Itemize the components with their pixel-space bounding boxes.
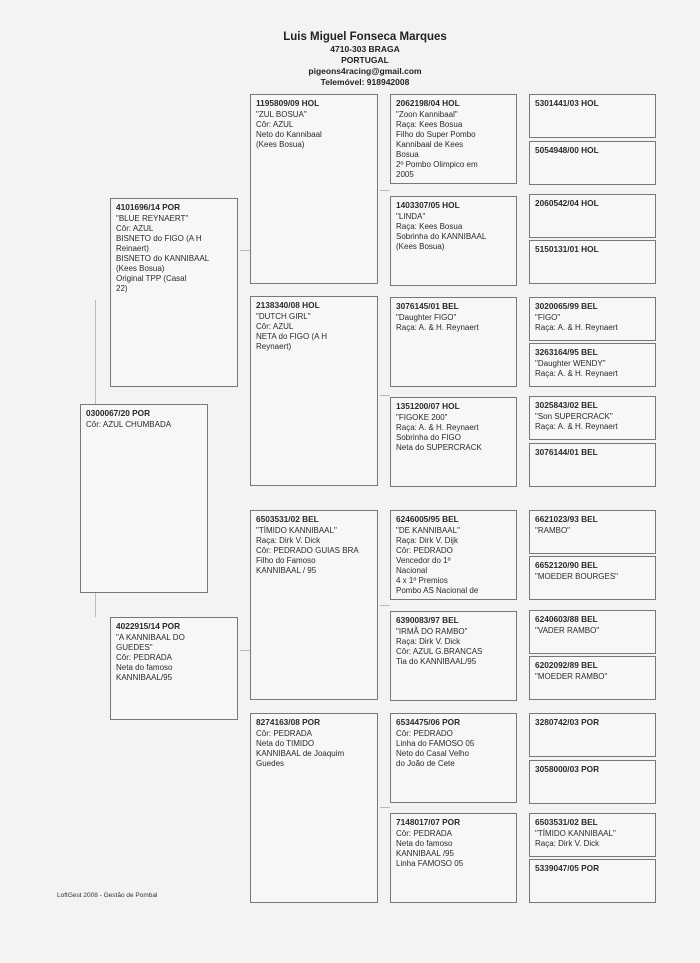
detail-line: "FIGOKE 200" [396,413,448,422]
pigeon-card-g15[interactable] [529,813,656,857]
pigeon-card-g12[interactable] [529,656,656,700]
pigeon-card-dss[interactable] [390,510,517,600]
ring-number: 4022915/14 POR [116,621,181,631]
pigeon-card-g3[interactable] [529,194,656,238]
pigeon-card-sire[interactable] [110,198,238,387]
detail-line: Côr: AZUL CHUMBADA [86,420,172,429]
ring-number: 3076145/01 BEL [396,301,459,311]
detail-line: Neta do SUPERCRACK [396,443,482,452]
detail-line: 2005 [396,170,414,179]
detail-line: Raça: Kees Bosua [396,120,463,129]
detail-line: Pombo AS Nacional de [396,586,479,595]
detail-line: Raça: Kees Bosua [396,222,463,231]
detail-line: "Daughter WENDY" [535,359,606,368]
pigeon-card-g6[interactable] [529,343,656,387]
ring-number: 1351200/07 HOL [396,401,460,411]
pigeon-card-g5[interactable] [529,297,656,341]
detail-line: Vencedor do 1º [396,556,451,565]
detail-line: "Son SUPERCRACK" [535,412,613,421]
detail-line: Raça: A. & H. Reynaert [535,323,618,332]
pigeon-card-sd[interactable] [250,296,378,486]
detail-line: Original TPP (Casal [116,274,187,283]
breeder-postal: 4710-303 BRAGA [330,44,400,54]
pigeon-card-sss[interactable] [390,94,517,184]
detail-line: Raça: A. & H. Reynaert [535,422,618,431]
detail-line: Côr: PEDRADA [396,829,453,838]
breeder-phone: Telemóvel: 918942008 [320,77,410,87]
pigeon-details [396,526,511,596]
ring-number: 3280742/03 POR [535,717,600,727]
breeder-header [250,30,480,88]
pigeon-card-ds[interactable] [250,510,378,700]
pigeon-card-g2[interactable] [529,141,656,185]
pigeon-details [86,420,202,430]
ring-number: 8274163/08 POR [256,717,321,727]
detail-line: "DUTCH GIRL" [256,312,311,321]
connector [95,593,96,617]
pigeon-details [535,829,650,849]
detail-line: do João de Cete [396,759,455,768]
detail-line: "MOEDER BOURGES" [535,572,619,581]
detail-line: (Kees Bosua) [256,140,305,149]
detail-line: Sobrinha do FIGO [396,433,461,442]
ring-number: 6246005/95 BEL [396,514,459,524]
pigeon-card-g13[interactable] [529,713,656,757]
detail-line: (Kees Bosua) [396,242,445,251]
connector [240,650,250,651]
pigeon-details [256,526,372,576]
detail-line: Neta do TIMIDO [256,739,315,748]
ring-number: 5054948/00 HOL [535,145,599,155]
detail-line: "TÍMIDO KANNIBAAL" [256,526,337,535]
detail-line: "LINDA" [396,212,426,221]
pigeon-details [116,633,232,683]
connector [380,190,390,191]
detail-line: Nacional [396,566,428,575]
pigeon-card-g16[interactable] [529,859,656,903]
detail-line: BISNETO do FIGO (A H [116,234,202,243]
detail-line: Neta do famoso [116,663,173,672]
pigeon-details [535,526,650,536]
pigeon-card-dd[interactable] [250,713,378,903]
detail-line: Tia do KANNIBAAL/95 [396,657,477,666]
ring-number: 4101696/14 POR [116,202,181,212]
breeder-email[interactable]: pigeons4racing@gmail.com [308,66,422,76]
software-footer: LoftGest 2008 - Gestão de Pombal [57,892,158,899]
detail-line: "MOEDER RAMBO" [535,672,608,681]
pigeon-details [256,312,372,352]
detail-line: KANNIBAAL de Joaquim [256,749,345,758]
pigeon-card-sdd[interactable] [390,397,517,487]
ring-number: 2060542/04 HOL [535,198,599,208]
pigeon-card-ss[interactable] [250,94,378,284]
pigeon-details [256,110,372,150]
detail-line: Côr: PEDRADO GUIAS BRA [256,546,359,555]
pigeon-details [256,729,372,769]
ring-number: 6503531/02 BEL [535,817,598,827]
detail-line: Filho do Super Pombo [396,130,476,139]
detail-line: 2º Pombo Olimpico em [396,160,478,169]
pigeon-card-g7[interactable] [529,396,656,440]
detail-line: Raça: Dirk V. Dick [256,536,321,545]
detail-line: Bosua [396,150,419,159]
detail-line: 22) [116,284,128,293]
pigeon-details [396,627,511,667]
pigeon-card-subject[interactable] [80,404,208,593]
detail-line: Sobrinha do KANNIBAAL [396,232,487,241]
detail-line: "IRMÃ DO RAMBO" [396,627,468,636]
pigeon-details [535,412,650,432]
breeder-name: Luis Miguel Fonseca Marques [283,31,447,43]
connector [380,807,390,808]
pigeon-details [396,212,511,252]
pigeon-card-ddd[interactable] [390,813,517,903]
detail-line: Neto do Kannibaal [256,130,322,139]
pigeon-details [396,110,511,180]
detail-line: Raça: A. & H. Reynaert [396,423,479,432]
pigeon-details [396,729,511,769]
detail-line: Filho do Famoso [256,556,316,565]
pigeon-card-dds[interactable] [390,713,517,803]
detail-line: Côr: AZUL [256,120,294,129]
detail-line: "Daughter FIGO" [396,313,457,322]
detail-line: GUEDES" [116,643,153,652]
ring-number: 6621023/93 BEL [535,514,598,524]
ring-number: 6390083/97 BEL [396,615,459,625]
detail-line: KANNIBAAL / 95 [256,566,317,575]
detail-line: Côr: AZUL [116,224,154,233]
ring-number: 6503531/02 BEL [256,514,319,524]
detail-line: "RAMBO" [535,526,571,535]
connector [240,250,250,251]
detail-line: Neta do famoso [396,839,453,848]
pigeon-card-dsd[interactable] [390,611,517,701]
pigeon-details [535,313,650,333]
detail-line: Côr: PEDRADO [396,546,453,555]
ring-number: 6534475/06 POR [396,717,461,727]
detail-line: KANNIBAAL/95 [116,673,173,682]
detail-line: Neto do Casal Velho [396,749,469,758]
detail-line: Côr: PEDRADA [256,729,313,738]
ring-number: 6652120/90 BEL [535,560,598,570]
pigeon-details [396,413,511,453]
detail-line: BISNETO do KANNIBAAL [116,254,210,263]
detail-line: Linha FAMOSO 05 [396,859,464,868]
ring-number: 7148017/07 POR [396,817,461,827]
ring-number: 6240603/88 BEL [535,614,598,624]
ring-number: 1195809/09 HOL [256,98,320,108]
detail-line: Kannibaal de Kees [396,140,464,149]
detail-line: "VADER RAMBO" [535,626,600,635]
ring-number: 6202092/89 BEL [535,660,598,670]
connector [95,300,96,404]
ring-number: 5301441/03 HOL [535,98,599,108]
detail-line: NETA do FIGO (A H [256,332,327,341]
pigeon-details [396,829,511,869]
breeder-country: PORTUGAL [341,55,389,65]
pigeon-card-g10[interactable] [529,556,656,600]
pigeon-card-sds[interactable] [390,297,517,387]
ring-number: 3025843/02 BEL [535,400,598,410]
ring-number: 3020065/99 BEL [535,301,598,311]
pigeon-card-dam[interactable] [110,617,238,720]
pigeon-details [116,214,232,294]
detail-line: Reynaert) [256,342,292,351]
detail-line: Raça: Dirk V. Dijk [396,536,458,545]
pigeon-card-g14[interactable] [529,760,656,804]
pigeon-card-ssd[interactable] [390,196,517,286]
pigeon-details [535,626,650,636]
detail-line: "DE KANNIBAAL" [396,526,460,535]
detail-line: Raça: A. & H. Reynaert [396,323,479,332]
detail-line: Côr: PEDRADA [116,653,173,662]
ring-number: 2138340/08 HOL [256,300,320,310]
detail-line: "Zoon Kannibaal" [396,110,458,119]
detail-line: Reinaert) [116,244,149,253]
ring-number: 5339047/05 POR [535,863,600,873]
detail-line: Raça: Dirk V. Dick [396,637,461,646]
pigeon-details [535,672,650,682]
detail-line: 4 x 1º Premios [396,576,448,585]
detail-line: "BLUE REYNAERT" [116,214,189,223]
ring-number: 0300067/20 POR [86,408,151,418]
detail-line: "TÍMIDO KANNIBAAL" [535,829,616,838]
ring-number: 1403307/05 HOL [396,200,460,210]
detail-line: "A KANNIBAAL DO [116,633,185,642]
pigeon-details [535,572,650,582]
detail-line: Côr: AZUL [256,322,294,331]
pigeon-card-g9[interactable] [529,510,656,554]
detail-line: KANNIBAAL /95 [396,849,454,858]
pigeon-details [396,313,511,333]
detail-line: Raça: Dirk V. Dick [535,839,600,848]
detail-line: (Kees Bosua) [116,264,165,273]
detail-line: Guedes [256,759,285,768]
detail-line: Côr: PEDRADO [396,729,453,738]
detail-line: Linha do FAMOSO 05 [396,739,475,748]
detail-line: "ZUL BOSUA" [256,110,307,119]
detail-line: Raça: A. & H. Reynaert [535,369,618,378]
ring-number: 5150131/01 HOL [535,244,599,254]
pigeon-card-g11[interactable] [529,610,656,654]
detail-line: "FIGO" [535,313,561,322]
pigeon-card-g8[interactable] [529,443,656,487]
detail-line: Côr: AZUL G.BRANCAS [396,647,483,656]
pigeon-card-g4[interactable] [529,240,656,284]
ring-number: 3058000/03 POR [535,764,600,774]
pigeon-details [535,359,650,379]
ring-number: 3263164/95 BEL [535,347,598,357]
connector [380,605,390,606]
ring-number: 2062198/04 HOL [396,98,460,108]
pigeon-card-g1[interactable] [529,94,656,138]
connector [380,395,390,396]
ring-number: 3076144/01 BEL [535,447,598,457]
